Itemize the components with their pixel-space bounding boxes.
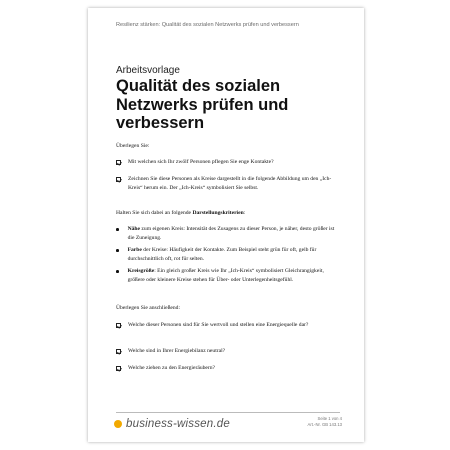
checklist-item: [116, 347, 341, 356]
checklist-item-text: Mit welchen sich Ihr zwölf Personen pflegen Sie enge Kontakte?: [128, 159, 274, 165]
article-number: Art.-Nr. GB 143.13: [307, 422, 342, 427]
footer-divider: [116, 412, 340, 413]
bullet-icon: [116, 249, 119, 252]
criteria-intro-suffix: :: [243, 210, 246, 216]
document-page: [88, 8, 364, 442]
criteria-intro-bold: Darstellungskriterien: [192, 210, 244, 216]
checklist-item: [116, 321, 341, 330]
checklist-item: [116, 158, 341, 167]
checkbox-icon: [116, 366, 121, 371]
criteria-item: [116, 246, 341, 264]
footer-meta: [308, 416, 342, 428]
criteria-intro-prefix: Halten Sie sich dabei an folgende: [116, 210, 193, 216]
criteria-intro: [116, 209, 245, 218]
document-kicker: Arbeitsvorlage: [116, 65, 180, 76]
brand-logo: [114, 418, 230, 430]
criteria-text: zum eigenen Kreis: Intensität des Zusagens zu dieser Person, je näher, desto größer ist die Zuneigung.: [127, 226, 335, 241]
criteria-term: Kreisgröße: [127, 268, 155, 274]
intro-paragraph-1: Überlegen Sie:: [116, 143, 150, 149]
checklist-item-text: Zeichnen Sie diese Personen als Kreise dargestellt in die folgende Abbildung um den „Ich-Kreis“ herum ein. Der „Ich-Kreis“ symbolisiert Sie selbst.: [128, 176, 332, 191]
criteria-term: Farbe: [127, 247, 142, 253]
checkbox-icon: [116, 160, 121, 165]
checklist-item: [116, 175, 341, 193]
bullet-icon: [116, 270, 119, 273]
page-number: Seite 1 von 4: [317, 416, 342, 421]
checkbox-icon: [116, 349, 121, 354]
criteria-text: der Kreise: Häufigkeit der Kontakte. Zum Beispiel steht grün für oft, gelb für durchschnittlich oft, rot für selten.: [127, 247, 317, 262]
criteria-term: Nähe: [127, 226, 141, 232]
criteria-text: : Ein gleich großer Kreis wie Ihr „Ich-Kreis“ symbolisiert Gleichrangigkeit, größere oder kleinere Kreise stehen für Über- oder Unterlegenheitsgefühl.: [127, 268, 324, 283]
checklist-item-text: Welche dieser Personen sind für Sie wertvoll und stellen eine Energiequelle dar?: [128, 322, 309, 328]
document-title: Qualität des sozialen Netzwerks prüfen und verbessern: [116, 77, 289, 132]
checkbox-icon: [116, 323, 121, 328]
criteria-item: [116, 225, 341, 243]
logo-dot-icon: [114, 420, 122, 428]
criteria-item: [116, 267, 341, 285]
logo-text: business-wissen.de: [126, 418, 230, 430]
checklist-item-text: Welche sind in Ihrer Energiebilanz neutral?: [128, 348, 226, 354]
checklist-item-text: Welche ziehen zu den Energieräubern?: [128, 365, 216, 371]
checkbox-icon: [116, 177, 121, 182]
bullet-icon: [116, 228, 119, 231]
checklist-item: [116, 364, 341, 373]
running-header: Resilienz stärken: Qualität des sozialen Netzwerks prüfen und verbessern: [116, 22, 299, 28]
intro-paragraph-2: Überlegen Sie anschließend:: [116, 305, 180, 311]
